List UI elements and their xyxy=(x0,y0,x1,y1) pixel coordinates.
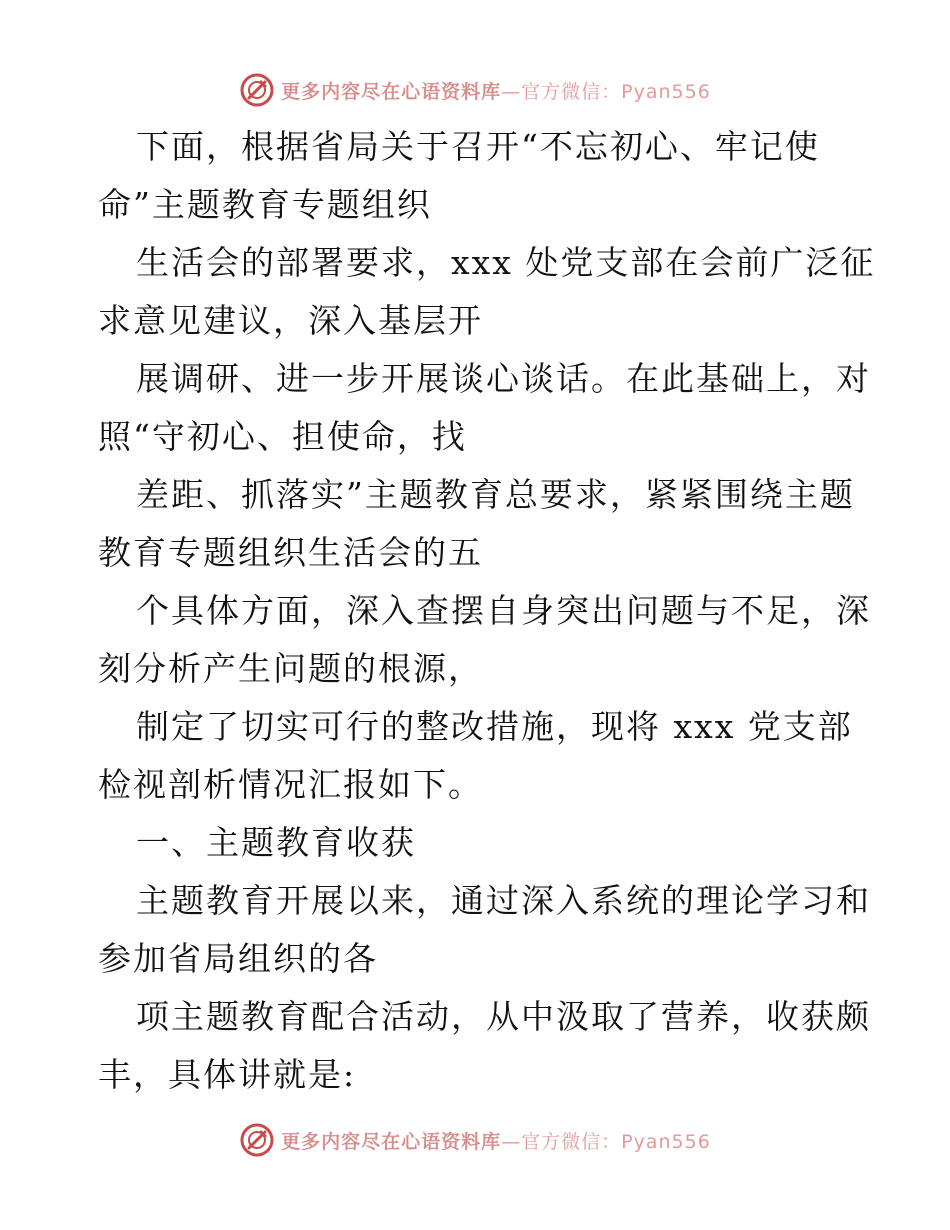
footer-watermark-banner xyxy=(0,1120,950,1160)
text-line: 检视剖析情况汇报如下。 xyxy=(98,765,483,804)
text-line: 一、主题教育收获 xyxy=(136,823,416,862)
text-line: 教育专题组织生活会的五 xyxy=(98,533,483,572)
text-line: 下面，根据省局关于召开“不忘初心、牢记使 xyxy=(136,127,820,166)
header-watermark-banner xyxy=(0,70,950,110)
text-line: 照“守初心、担使命，找 xyxy=(98,417,467,456)
text-line: 命”主题教育专题组织 xyxy=(98,185,432,224)
text-line: 项主题教育配合活动，从中汲取了营养，收获颇 xyxy=(136,997,871,1036)
text-line: 求意见建议，深入基层开 xyxy=(98,301,483,340)
text-line: 刻分析产生问题的根源， xyxy=(98,649,483,688)
text-line: 展调研、进一步开展谈心谈话。在此基础上，对 xyxy=(136,359,871,398)
text-line: 制定了切实可行的整改措施，现将 xxx 党支部 xyxy=(136,707,853,746)
brand-logo-icon xyxy=(239,1122,275,1158)
document-body xyxy=(98,118,876,1104)
brand-logo-icon xyxy=(239,72,275,108)
watermark-text: 更多内容尽在心语资料库—官方微信：Pyan556 xyxy=(281,1130,711,1153)
text-line: 参加省局组织的各 xyxy=(98,939,378,978)
text-line: 差距、抓落实”主题教育总要求，紧紧围绕主题 xyxy=(136,475,855,514)
text-line: 个具体方面，深入查摆自身突出问题与不足，深 xyxy=(136,591,871,630)
text-line: 丰，具体讲就是: xyxy=(98,1055,357,1094)
text-line: 生活会的部署要求，xxx 处党支部在会前广泛征 xyxy=(136,243,876,282)
watermark-text: 更多内容尽在心语资料库—官方微信：Pyan556 xyxy=(281,80,711,103)
text-line: 主题教育开展以来，通过深入系统的理论学习和 xyxy=(136,881,871,920)
